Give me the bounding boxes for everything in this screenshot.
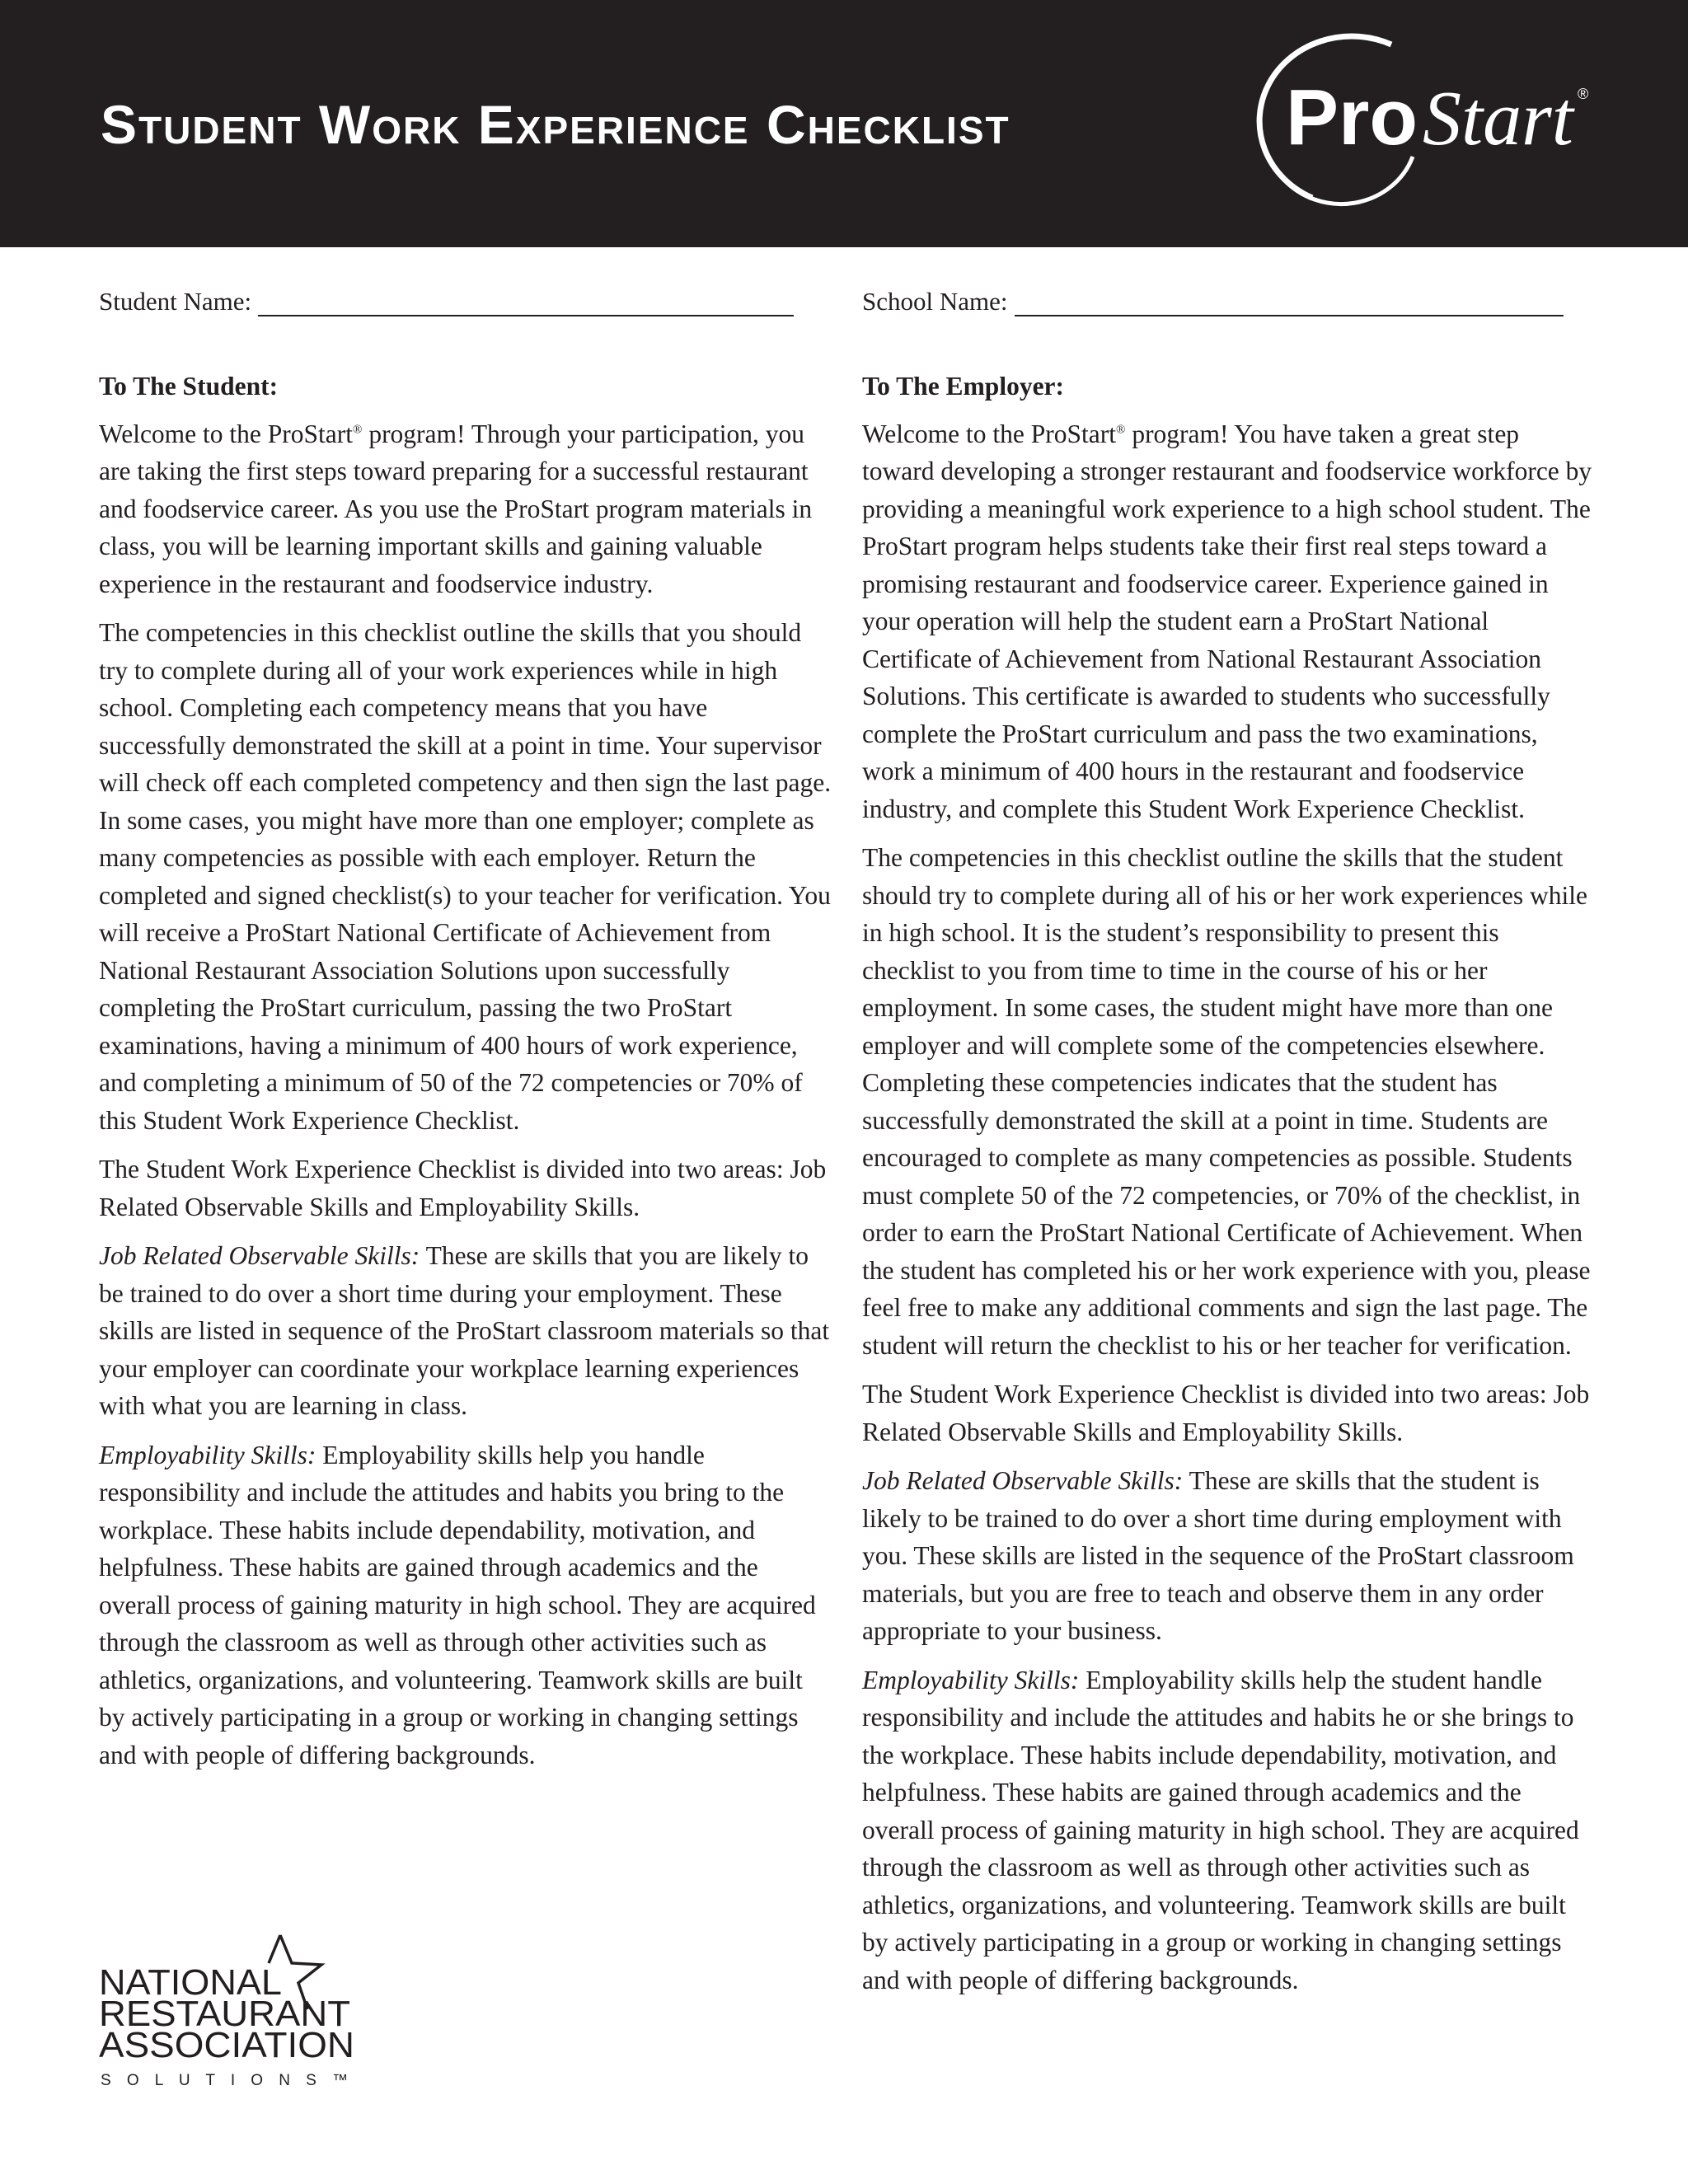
student-column (99, 368, 832, 1785)
employer-paragraph-4: Job Related Observable Skills: These are skills that the student is likely to be trained to do over a short time during employment with you. These skills are listed in the sequence of the ProStart classroom materials, but you are free to teach and observe them in any order appropriate to your business. (862, 1466, 1574, 1645)
student-paragraph-3: The Student Work Experience Checklist is divided into two areas: Job Related Observable Skills and Employability Skills. (99, 1155, 827, 1221)
student-name-field[interactable] (99, 287, 794, 316)
employer-paragraph-3: The Student Work Experience Checklist is divided into two areas: Job Related Observable Skills and Employability Skills. (862, 1380, 1590, 1446)
logo-line-national: NATIONAL (99, 1962, 282, 2003)
employability-lead: Employability Skills: (862, 1665, 1080, 1694)
logo-line-solutions: S O L U T I O N S ™ (101, 2072, 348, 2089)
student-heading: To The Student: (99, 372, 279, 401)
school-name-line[interactable] (1015, 290, 1564, 316)
logo-text-pro: Pro (1286, 73, 1418, 162)
employer-heading: To The Employer: (862, 372, 1065, 401)
page-title: Student Work Experience Checklist (101, 94, 1010, 155)
header-band (0, 0, 1688, 247)
employer-column (862, 368, 1597, 2010)
logo-text-start: Start (1423, 76, 1573, 162)
employer-paragraph-1: Welcome to the ProStart® program! You have taken a great step toward developing a stronger restaurant and foodservice workforce by providing a meaningful work experience to a high school student. The ProStart program helps students take their first real steps toward a promising restaurant and foodservice career. Experience gained in your operation will help the student earn a ProStart National Certificate of Achievement from National Restaurant Association Solutions. This certificate is awarded to students who successfully complete the ProStart curriculum and pass the two examinations, work a minimum of 400 hours in the restaurant and foodservice industry, and complete this Student Work Experience Checklist. (862, 419, 1592, 823)
school-name-label: School Name: (862, 287, 1008, 316)
school-name-field[interactable] (862, 287, 1564, 316)
student-paragraph-2: The competencies in this checklist outline the skills that you should try to complete during all of your work experiences while in high school. Completing each competency means that you have successfully demonstrated the skill at a point in time. Your supervisor will check off each completed competency and then sign the last page. In some cases, you might have more than one employer; complete as many competencies as possible with each employer. Return the completed and signed checklist(s) to your teacher for verification. You will receive a ProStart National Certificate of Achievement from National Restaurant Association Solutions upon successfully completing the ProStart curriculum, passing the two ProStart examinations, having a minimum of 400 hours of work experience, and completing a minimum of 50 of the 72 competencies or 70% of this Student Work Experience Checklist. (99, 618, 832, 1135)
nra-solutions-logo (97, 1912, 369, 2093)
student-paragraph-4: Job Related Observable Skills: These are skills that you are likely to be trained to do over a short time during your employment. These skills are listed in sequence of the ProStart classroom materials so that your employer can coordinate your workplace learning experiences with what you are learning in class. (99, 1241, 830, 1420)
job-skills-lead: Job Related Observable Skills: (99, 1241, 420, 1270)
employer-paragraph-5: Employability Skills: Employability skills help the student handle responsibility and include the attitudes and habits he or she brings to the workplace. These habits include dependability, motivation, and helpfulness. These habits are gained through academics and the overall process of gaining maturity in high school. They are acquired through the classroom as well as through other activities such as athletics, organizations, and volunteering. Teamwork skills are built by actively participating in a group or working in changing settings and with people of differing backgrounds. (862, 1665, 1579, 1994)
student-paragraph-5: Employability Skills: Employability skills help you handle responsibility and include the attitudes and habits you bring to the workplace. These habits include dependability, motivation, and helpfulness. These habits are gained through academics and the overall process of gaining maturity in high school. They are acquired through the classroom as well as through other activities such as athletics, organizations, and volunteering. Teamwork skills are built by actively participating in a group or working in changing settings and with people of differing backgrounds. (99, 1440, 816, 1769)
registered-mark: ® (1578, 86, 1589, 102)
job-skills-lead: Job Related Observable Skills: (862, 1466, 1184, 1495)
logo-line-restaurant: RESTAURANT (99, 1994, 350, 2034)
student-paragraph-1: Welcome to the ProStart® program! Through your participation, you are taking the first steps toward preparing for a successful restaurant and foodservice career. As you use the ProStart program materials in class, you will be learning important skills and gaining valuable experience in the restaurant and foodservice industry. (99, 419, 813, 598)
prostart-logo (1236, 33, 1599, 216)
employability-lead: Employability Skills: (99, 1440, 316, 1469)
logo-line-association: ASSOCIATION (99, 2025, 354, 2065)
student-name-label: Student Name: (99, 287, 252, 316)
student-name-line[interactable] (258, 290, 794, 316)
employer-paragraph-2: The competencies in this checklist outline the skills that the student should try to complete during all of his or her work experiences while in high school. It is the student’s responsibility to present this checklist to you from time to time in the course of his or her employment. In some cases, the student might have more than one employer and will complete some of the competencies elsewhere. Completing these competencies indicates that the student has successfully demonstrated the skill at a point in time. Students are encouraged to complete as many competencies as possible. Students must complete 50 of the 72 competencies, or 70% of the checklist, in order to earn the ProStart National Certificate of Achievement. When the student has completed his or her work experience with you, please feel free to make any additional comments and sign the last page. The student will return the checklist to his or her teacher for verification. (862, 843, 1591, 1360)
